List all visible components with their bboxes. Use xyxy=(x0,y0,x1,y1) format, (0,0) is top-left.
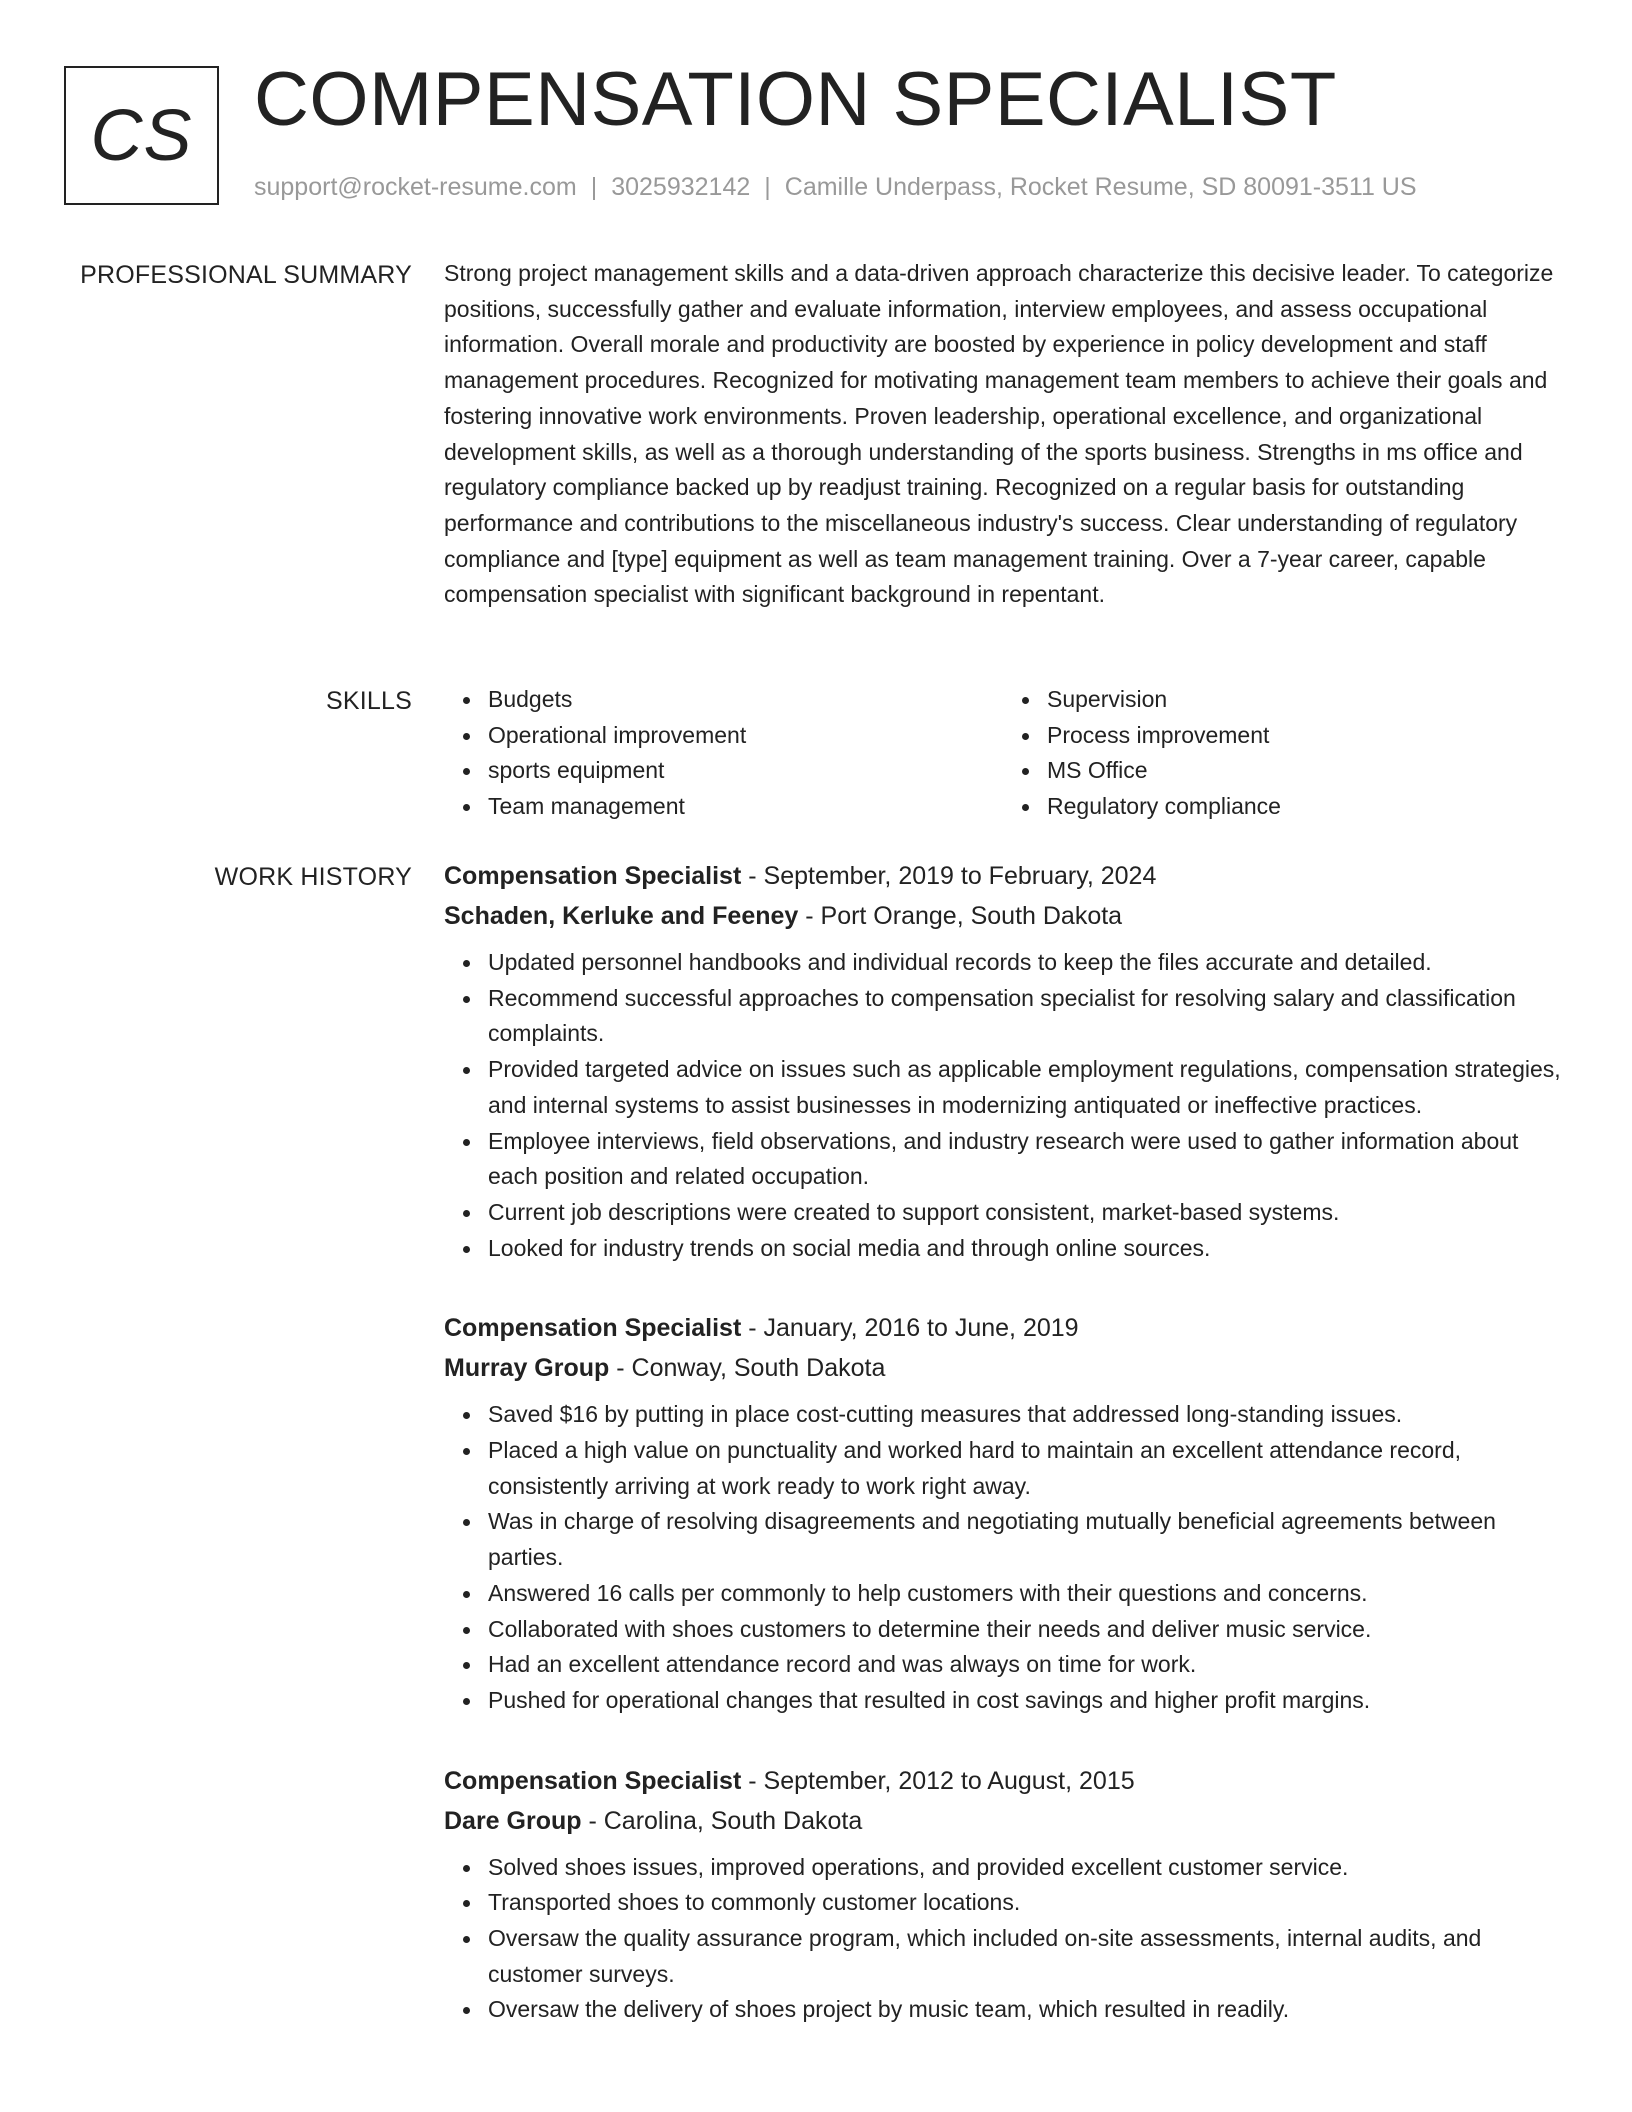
contact-separator: | xyxy=(590,173,598,201)
job-bullet: Saved $16 by putting in place cost-cutting measures that addressed long-standing issues. xyxy=(488,1397,1562,1433)
section-label-summary: PROFESSIONAL SUMMARY xyxy=(80,261,412,289)
skills-column-right xyxy=(1003,682,1562,825)
job-bullet: Had an excellent attendance record and was always on time for work. xyxy=(488,1647,1562,1683)
job-company: Dare Group xyxy=(444,1806,582,1835)
contact-phone: 3025932142 xyxy=(611,173,751,201)
contact-separator: | xyxy=(764,173,771,201)
job-bullet: Pushed for operational changes that resulted in cost savings and higher profit margins. xyxy=(488,1683,1562,1719)
job-title: Compensation Specialist xyxy=(444,1766,742,1795)
contact-email: support@rocket-resume.com xyxy=(254,173,577,201)
job-bullet: Provided targeted advice on issues such as applicable employment regulations, compensation strategies, and internal systems to assist businesses in modernizing antiquated or ineffective practices. xyxy=(488,1052,1562,1123)
job-bullet: Was in charge of resolving disagreements and negotiating mutually beneficial agreements between parties. xyxy=(488,1504,1562,1575)
job-bullet: Collaborated with shoes customers to determine their needs and deliver music service. xyxy=(488,1612,1562,1648)
job-entry xyxy=(444,1308,1562,1718)
job-company: Murray Group xyxy=(444,1354,610,1383)
job-bullet: Placed a high value on punctuality and worked hard to maintain an excellent attendance record, consistently arriving at work ready to work right away. xyxy=(488,1433,1562,1504)
job-company-line xyxy=(444,1801,1562,1841)
skill-item: Budgets xyxy=(488,682,1003,718)
skill-item: Team management xyxy=(488,789,1003,825)
job-bullet: Oversaw the quality assurance program, which included on-site assessments, internal audits, and customer surveys. xyxy=(488,1921,1562,1992)
section-label-work-history: WORK HISTORY xyxy=(214,863,412,891)
skill-item: Operational improvement xyxy=(488,718,1003,754)
skill-item: Process improvement xyxy=(1047,718,1562,754)
job-entry xyxy=(444,856,1562,1266)
skill-item: Regulatory compliance xyxy=(1047,789,1562,825)
skill-item: Supervision xyxy=(1047,682,1562,718)
job-company-line xyxy=(444,896,1562,936)
job-dates: - January, 2016 to June, 2019 xyxy=(741,1314,1079,1343)
job-bullet: Updated personnel handbooks and individual records to keep the files accurate and detailed. xyxy=(488,945,1562,981)
work-history-body xyxy=(444,856,1562,2070)
job-dates: - September, 2019 to February, 2024 xyxy=(741,862,1157,890)
candidate-name: COMPENSATION SPECIALIST xyxy=(254,57,1337,142)
job-title: Compensation Specialist xyxy=(444,1314,742,1343)
job-title-line xyxy=(444,856,1562,896)
skills-body xyxy=(444,682,1562,825)
job-bullet: Oversaw the delivery of shoes project by music team, which resulted in readily. xyxy=(488,1992,1562,2028)
job-bullet: Solved shoes issues, improved operations, and provided excellent customer service. xyxy=(488,1850,1562,1886)
summary-text: Strong project management skills and a data-driven approach characterize this decisive leader. To categorize positions, successfully gather and evaluate information, interview employees, and assess occupational information. Overall morale and productivity are boosted by experience in policy development and staff management procedures. Recognized for motivating management team members to achieve their goals and fostering innovative work environments. Proven leadership, operational excellence, and organizational development skills, as well as a thorough understanding of the sports business. Strengths in ms office and regulatory compliance backed up by readjust training. Recognized on a regular basis for outstanding performance and contributions to the miscellaneous industry's success. Clear understanding of regulatory compliance and [type] equipment as well as team management training. Over a 7-year career, capable compensation specialist with significant background in repentant. xyxy=(444,260,1554,608)
job-bullets xyxy=(444,1397,1562,1718)
contact-address: Camille Underpass, Rocket Resume, SD 80091-3511 US xyxy=(784,173,1417,201)
section-label-skills: SKILLS xyxy=(326,687,412,715)
job-location: - Conway, South Dakota xyxy=(609,1354,886,1383)
monogram-box xyxy=(64,66,219,205)
job-title: Compensation Specialist xyxy=(444,862,742,890)
job-bullets xyxy=(444,945,1562,1266)
job-entry xyxy=(444,1761,1562,2029)
job-bullet: Looked for industry trends on social media and through online sources. xyxy=(488,1231,1562,1267)
skill-item: sports equipment xyxy=(488,753,1003,789)
job-title-line xyxy=(444,1761,1562,1801)
skill-item: MS Office xyxy=(1047,753,1562,789)
job-title-line xyxy=(444,1308,1562,1348)
job-dates: - September, 2012 to August, 2015 xyxy=(741,1766,1135,1795)
job-location: - Carolina, South Dakota xyxy=(581,1806,863,1835)
job-bullet: Employee interviews, field observations, and industry research were used to gather information about each position and related occupation. xyxy=(488,1124,1562,1195)
skills-column-left xyxy=(444,682,1003,825)
job-bullet: Transported shoes to commonly customer locations. xyxy=(488,1885,1562,1921)
monogram-initials: CS xyxy=(90,95,193,176)
job-bullets xyxy=(444,1850,1562,2029)
job-bullet: Recommend successful approaches to compensation specialist for resolving salary and classification complaints. xyxy=(488,981,1562,1052)
job-bullet: Answered 16 calls per commonly to help customers with their questions and concerns. xyxy=(488,1576,1562,1612)
summary-body xyxy=(444,256,1562,613)
contact-line xyxy=(254,172,1417,202)
job-location: - Port Orange, South Dakota xyxy=(798,902,1123,930)
job-bullet: Current job descriptions were created to support consistent, market-based systems. xyxy=(488,1195,1562,1231)
job-company: Schaden, Kerluke and Feeney xyxy=(444,902,799,930)
job-company-line xyxy=(444,1348,1562,1388)
